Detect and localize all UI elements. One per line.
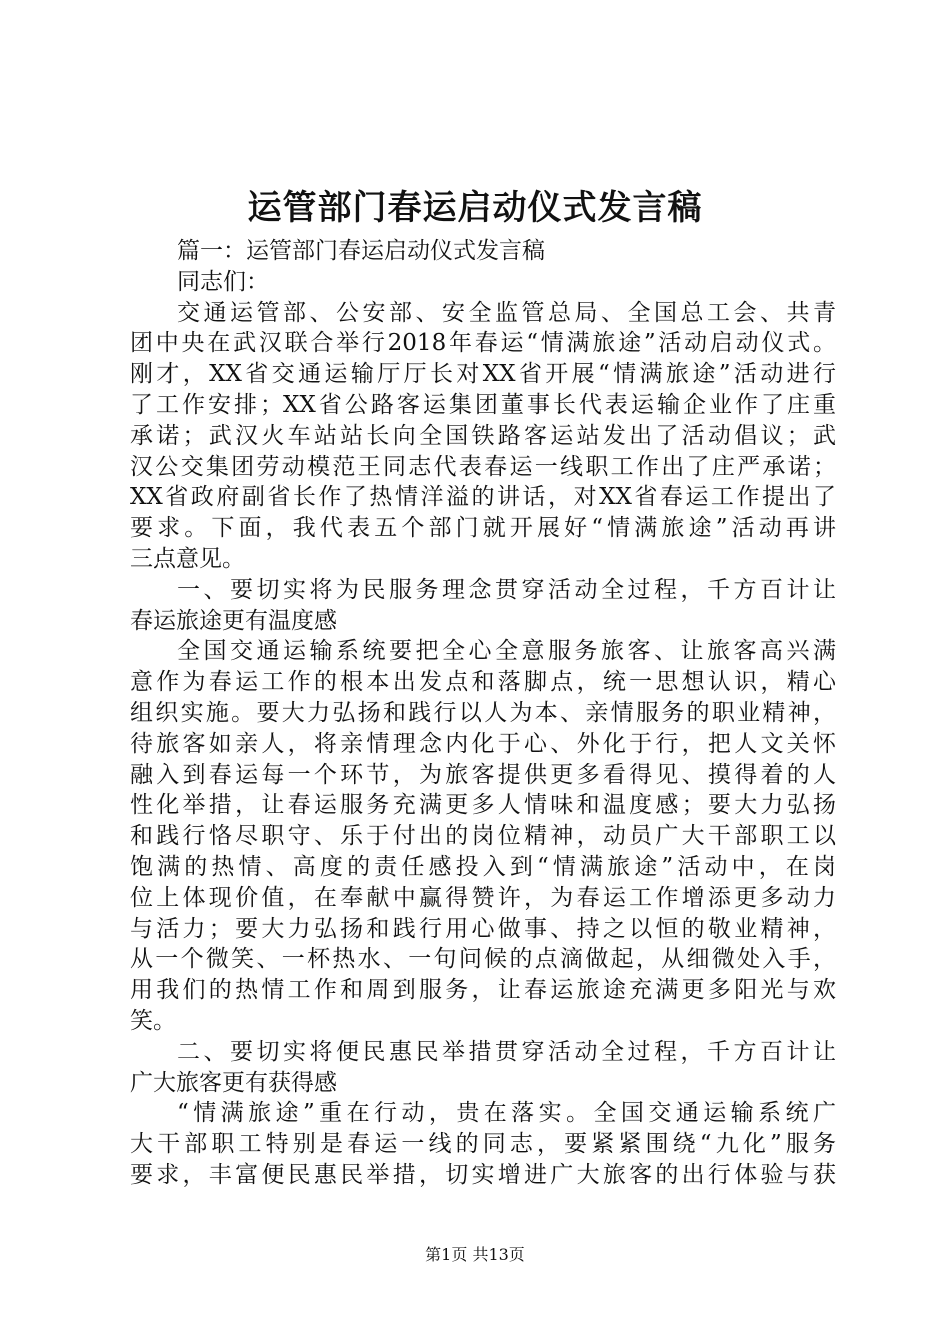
paragraph-line: 和践行恪尽职守、乐于付出的岗位精神，动员广大干部职工以 bbox=[130, 823, 836, 850]
paragraph-line: 春运旅途更有温度感 bbox=[130, 607, 337, 634]
paragraph-line: 融入到春运每一个环节，为旅客提供更多看得见、摸得着的人 bbox=[130, 761, 836, 788]
paragraph-line: 篇一：运管部门春运启动仪式发言稿 bbox=[177, 238, 545, 264]
page-footer: 第1页 共13页 bbox=[425, 1245, 525, 1264]
paragraph-line: 二、要切实将便民惠民举措贯穿活动全过程，千方百计让 bbox=[177, 1038, 836, 1065]
paragraph-line: 饱满的热情、高度的责任感投入到“情满旅途”活动中，在岗 bbox=[130, 853, 836, 880]
paragraph-line: 意作为春运工作的根本出发点和落脚点，统一思想认识，精心 bbox=[130, 669, 836, 696]
paragraph-line: XX省政府副省长作了热情洋溢的讲话，对XX省春运工作提出了 bbox=[130, 484, 836, 511]
paragraph-line: 用我们的热情工作和周到服务，让春运旅途充满更多阳光与欢 bbox=[130, 977, 836, 1004]
paragraph-line: 性化举措，让春运服务充满更多人情味和温度感；要大力弘扬 bbox=[130, 792, 836, 819]
paragraph-line: 笑。 bbox=[130, 1007, 176, 1034]
paragraph-line: 要求。下面，我代表五个部门就开展好“情满旅途”活动再讲 bbox=[130, 515, 836, 542]
paragraph-line: 组织实施。要大力弘扬和践行以人为本、亲情服务的职业精神， bbox=[130, 699, 836, 726]
paragraph-line: 与活力；要大力弘扬和践行用心做事、持之以恒的敬业精神， bbox=[130, 915, 836, 942]
paragraph-line: 从一个微笑、一杯热水、一句问候的点滴做起，从细微处入手， bbox=[130, 946, 836, 973]
document-title: 运管部门春运启动仪式发言稿 bbox=[247, 188, 703, 228]
paragraph-line: 广大旅客更有获得感 bbox=[130, 1069, 337, 1096]
paragraph-line: 要求，丰富便民惠民举措，切实增进广大旅客的出行体验与获 bbox=[130, 1161, 836, 1188]
paragraph-line: 交通运管部、公安部、安全监管总局、全国总工会、共青 bbox=[177, 299, 836, 326]
paragraph-line: 三点意见。 bbox=[130, 545, 245, 572]
document-body bbox=[130, 236, 836, 1191]
paragraph-line: 同志们： bbox=[177, 268, 269, 295]
paragraph-line: 待旅客如亲人，将亲情理念内化于心、外化于行，把人文关怀 bbox=[130, 730, 836, 757]
paragraph-line: 一、要切实将为民服务理念贯穿活动全过程，千方百计让 bbox=[177, 576, 836, 603]
paragraph-line: 大干部职工特别是春运一线的同志，要紧紧围绕“九化”服务 bbox=[130, 1131, 836, 1158]
paragraph-line: 承诺；武汉火车站站长向全国铁路客运站发出了活动倡议；武 bbox=[130, 422, 836, 449]
paragraph-line: “情满旅途”重在行动，贵在落实。全国交通运输系统广 bbox=[177, 1100, 836, 1127]
paragraph-line: 位上体现价值，在奉献中赢得赞许，为春运工作增添更多动力 bbox=[130, 884, 836, 911]
paragraph-line: 团中央在武汉联合举行2018年春运“情满旅途”活动启动仪式。 bbox=[130, 330, 836, 357]
paragraph-line: 了工作安排；XX省公路客运集团董事长代表运输企业作了庄重 bbox=[130, 391, 836, 418]
paragraph-line: 汉公交集团劳动模范王同志代表春运一线职工作出了庄严承诺； bbox=[130, 453, 836, 480]
paragraph-line: 刚才，XX省交通运输厅厅长对XX省开展“情满旅途”活动进行 bbox=[130, 361, 836, 388]
paragraph-line: 全国交通运输系统要把全心全意服务旅客、让旅客高兴满 bbox=[177, 638, 836, 665]
